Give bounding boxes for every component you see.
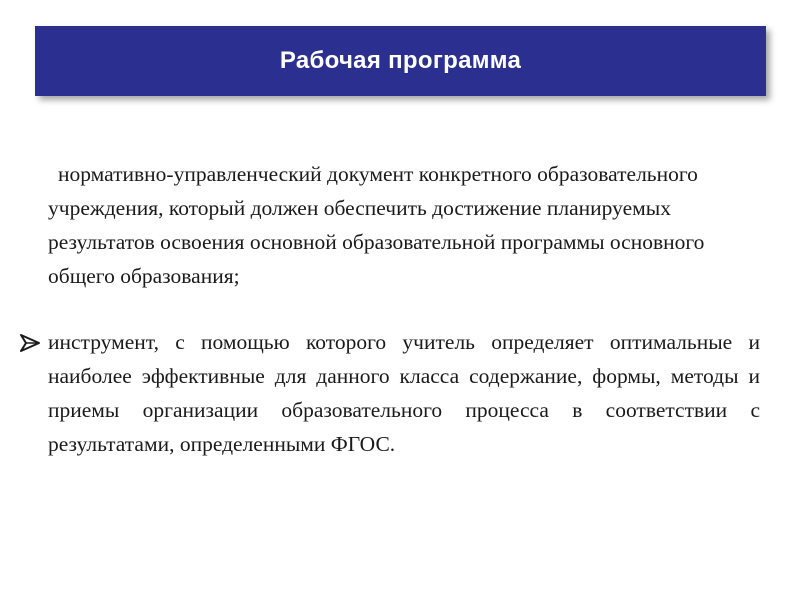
definition-paragraph-1 [48,157,760,293]
definition-paragraph-2: инструмент, с помощью которого учитель определяет оптимальные и наиболее эффективные для данного класса содержание, формы, методы и приемы организации образовательного процесса в соответствии с результатами, определенными ФГОС. [48,330,760,456]
slide-title: Рабочая программа [279,47,522,74]
title-banner [35,26,766,96]
arrow-bullet-icon [18,332,42,354]
definition-text-1: нормативно-управленческий документ конкретного образовательного учреждения, который должен обеспечить достижение планируемых результатов освоения основной образовательной программы основного общего образования; [48,162,705,288]
